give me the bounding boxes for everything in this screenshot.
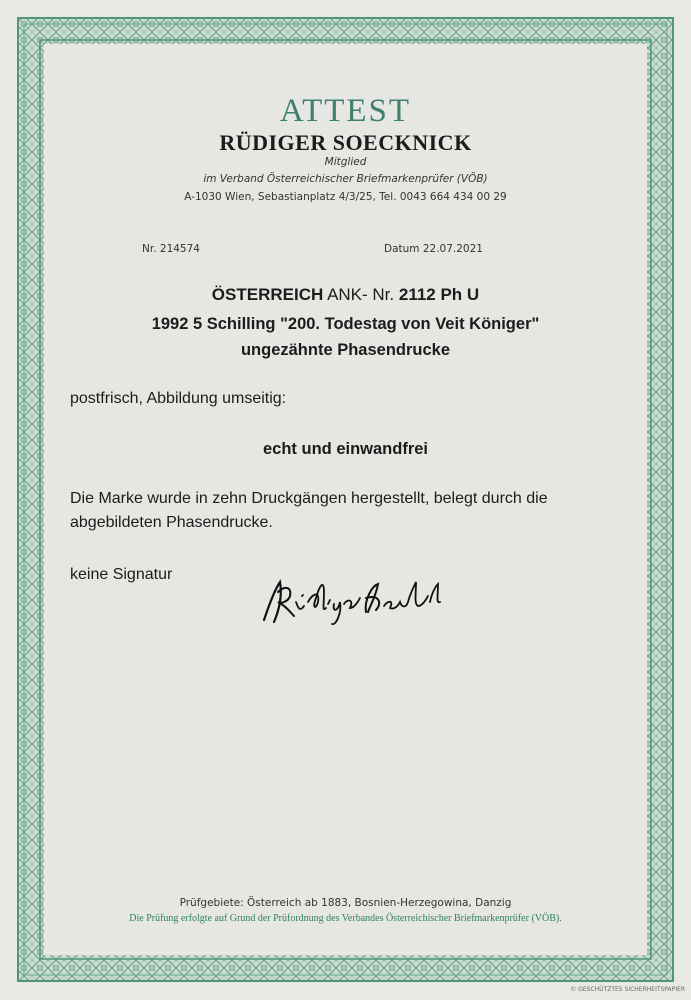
stamp-description: 1992 5 Schilling "200. Todestag von Veit Königer" bbox=[151, 315, 540, 333]
verdict-text: echt und einwandfrei bbox=[262, 440, 429, 458]
attest-title: ATTEST bbox=[279, 93, 412, 129]
stamp-catalog-line bbox=[0, 285, 691, 305]
security-paper-mark: © GESCHÜTZTES SICHERHEITSPAPIER bbox=[570, 986, 685, 993]
certificate-number: Nr. 214574 bbox=[142, 243, 200, 255]
certificate-date: Datum 22.07.2021 bbox=[384, 243, 483, 255]
signature-note: keine Signatur bbox=[70, 566, 173, 583]
country-name: ÖSTERREICH bbox=[211, 285, 324, 304]
association-line: im Verband Österreichischer Briefmarkenprüfer (VÖB) bbox=[203, 173, 488, 185]
catalog-prefix: ANK- Nr. bbox=[327, 285, 395, 304]
handwritten-signature bbox=[250, 572, 450, 632]
stamp-type: ungezähnte Phasendrucke bbox=[240, 341, 451, 359]
member-label: Mitglied bbox=[324, 156, 367, 168]
catalog-number: 2112 Ph U bbox=[398, 285, 480, 304]
remark-line-2: abgebildeten Phasendrucke. bbox=[70, 514, 273, 531]
examiner-name: RÜDIGER SOECKNICK bbox=[219, 130, 472, 155]
remark-line-1: Die Marke wurde in zehn Druckgängen hergestellt, belegt durch die bbox=[70, 490, 548, 507]
condition-text: postfrisch, Abbildung umseitig: bbox=[70, 390, 287, 407]
footer-exam-areas: Prüfgebiete: Österreich ab 1883, Bosnien-Herzegowina, Danzig bbox=[179, 897, 512, 909]
footer-legal-note: Die Prüfung erfolgte auf Grund der Prüfordnung des Verbandes Österreichischer Briefmarkenprüfer (VÖB). bbox=[129, 913, 562, 924]
address-line: A-1030 Wien, Sebastianplatz 4/3/25, Tel. 0043 664 434 00 29 bbox=[184, 191, 507, 203]
